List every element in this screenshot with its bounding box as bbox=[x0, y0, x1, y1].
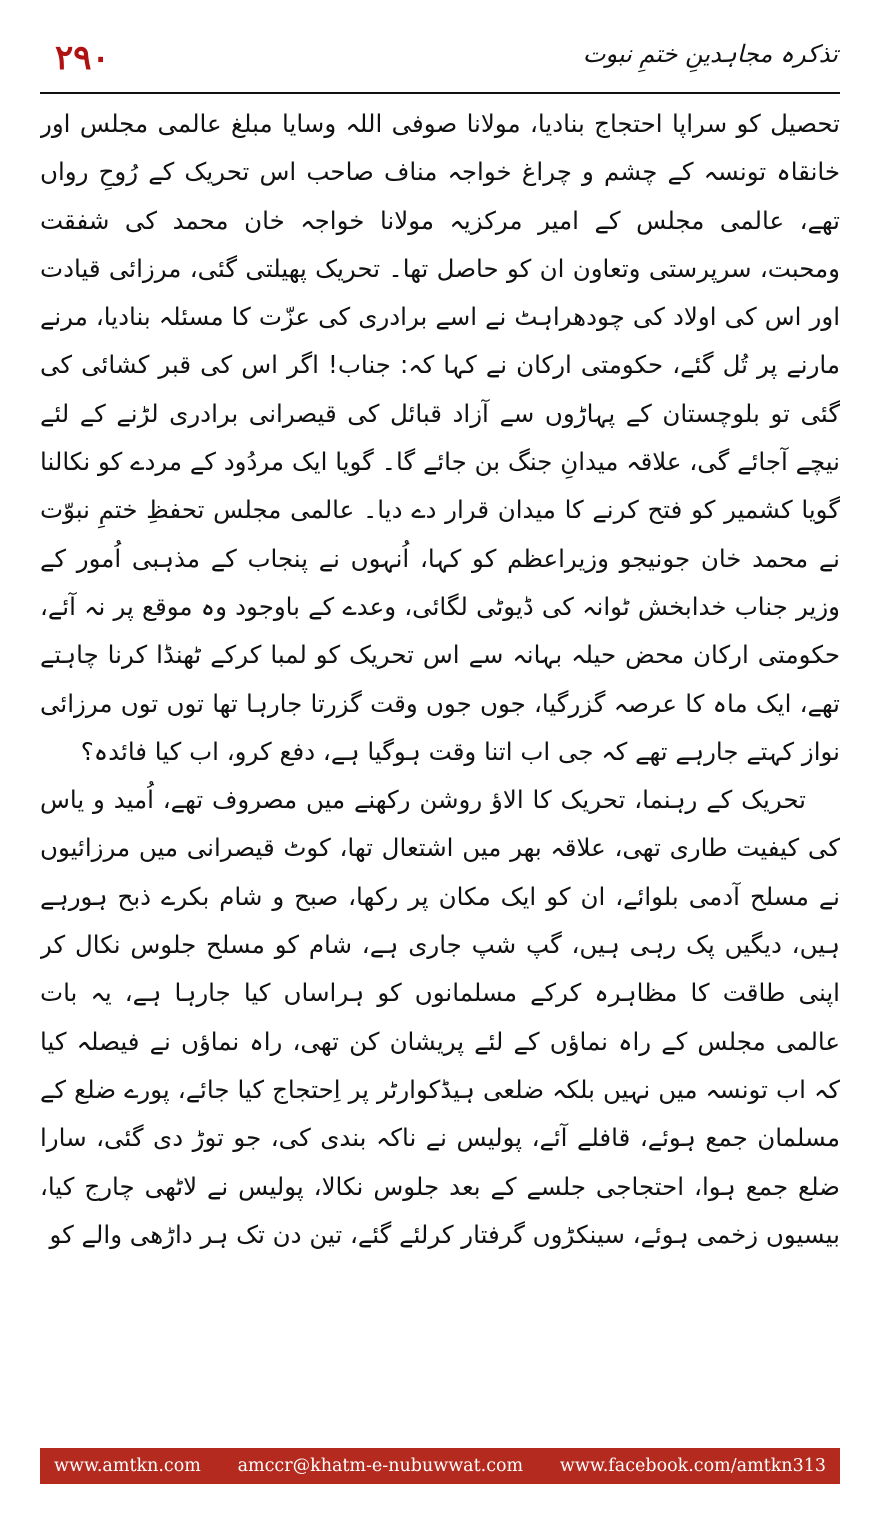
footer-bar bbox=[40, 1448, 840, 1484]
page-header bbox=[40, 28, 840, 88]
footer-website-link[interactable]: www.amtkn.com bbox=[54, 1456, 201, 1476]
running-title: تذکرہ مجاہدینِ ختمِ نبوت bbox=[582, 40, 838, 68]
header-divider bbox=[40, 92, 840, 94]
paragraph-1: تحصیل کو سراپا احتجاج بنادیا، مولانا صوفی اللہ وسایا مبلغ عالمی مجلس اور خانقاہ تونسہ کے چشم و چراغ خواجہ مناف صاحب اس تحریک کے رُوحِ رواں تھے، عالمی مجلس کے امیر مرکزیہ مولانا خواجہ خان محمد کی شفقت ومحبت، سرپرستی وتعاون ان کو حاصل تھا۔ تحریک پھیلتی گئی، مرزائی قیادت اور اس کی اولاد کی چودھراہٹ نے اسے برادری کی عزّت کا مسئلہ بنادیا، مرنے مارنے پر تُل گئے، حکومتی ارکان نے کہا کہ: جناب! اگر اس کی قبر کشائی کی گئی تو بلوچستان کے پہاڑوں سے آزاد قبائل کی قیصرانی برادری لڑنے کے لئے نیچے آجائے گی، علاقہ میدانِ جنگ بن جائے گا۔ گویا ایک مردُود کے مردے کو نکالنا گویا کشمیر کو فتح کرنے کا میدان قرار دے دیا۔ عالمی مجلس تحفظِ ختمِ نبوّت نے محمد خان جونیجو وزیراعظم کو کہا، اُنہوں نے پنجاب کے مذہبی اُمور کے وزیر جناب خدابخش ٹوانہ کی ڈیوٹی لگائی، وعدے کے باوجود وہ موقع پر نہ آئے، حکومتی ارکان محض حیلہ بہانہ سے اس تحریک کو لمبا کرکے ٹھنڈا کرنا چاہتے تھے، ایک ماہ کا عرصہ گزرگیا، جوں جوں وقت گزرتا جارہا تھا توں توں مرزائی نواز کہتے جارہے تھے کہ جی اب اتنا وقت ہوگیا ہے، دفع کرو، اب کیا فائدہ؟ bbox=[40, 109, 840, 766]
page-number: ۲۹۰ bbox=[55, 38, 110, 78]
footer-facebook-link[interactable]: www.facebook.com/amtkn313 bbox=[559, 1456, 826, 1476]
footer-email-link[interactable]: amccr@khatm-e-nubuwwat.com bbox=[237, 1456, 524, 1476]
body-text bbox=[40, 100, 840, 1425]
paragraph-2: تحریک کے رہنما، تحریک کا الاؤ روشن رکھنے میں مصروف تھے، اُمید و یاس کی کیفیت طاری تھی، علاقہ بھر میں اشتعال تھا، کوٹ قیصرانی میں مرزائیوں نے مسلح آدمی بلوائے، ان کو ایک مکان پر رکھا، صبح و شام بکرے ذبح ہورہے ہیں، دیگیں پک رہی ہیں، گپ شپ جاری ہے، شام کو مسلح جلوس نکال کر اپنی طاقت کا مظاہرہ کرکے مسلمانوں کو ہراساں کیا جارہا ہے، یہ بات عالمی مجلس کے راہ نماؤں کے لئے پریشان کن تھی، راہ نماؤں نے فیصلہ کیا کہ اب تونسہ میں نہیں بلکہ ضلعی ہیڈکوارٹر پر اِحتجاج کیا جائے، پورے ضلع کے مسلمان جمع ہوئے، قافلے آئے، پولیس نے ناکہ بندی کی، جو توڑ دی گئی، سارا ضلع جمع ہوا، احتجاجی جلسے کے بعد جلوس نکالا، پولیس نے لاٹھی چارج کیا، بیسیوں زخمی ہوئے، سینکڑوں گرفتار کرلئے گئے، تین دن تک ہر داڑھی والے کو bbox=[40, 785, 840, 1249]
